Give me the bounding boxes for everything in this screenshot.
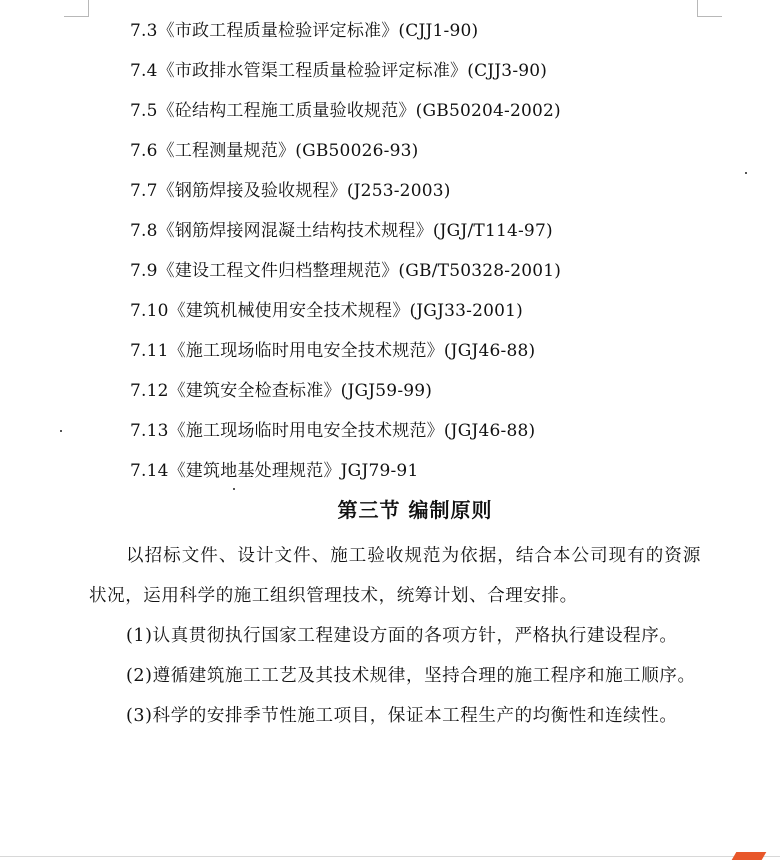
reference-item: 7.4《市政排水管渠工程质量检验评定标准》(CJJ3-90) bbox=[130, 61, 548, 81]
section-heading: 第三节 编制原则 bbox=[337, 498, 493, 522]
reference-item: 7.10《建筑机械使用安全技术规程》(JGJ33-2001) bbox=[130, 301, 523, 321]
reference-item: 7.3《市政工程质量检验评定标准》(CJJ1-90) bbox=[130, 21, 479, 41]
principle-paragraph: (2)遵循建筑施工工艺及其技术规律，坚持合理的施工程序和施工顺序。 bbox=[126, 666, 696, 686]
reference-item: 7.13《施工现场临时用电安全技术规范》(JGJ46-88) bbox=[130, 421, 536, 441]
reference-item: 7.5《砼结构工程施工质量验收规范》(GB50204-2002) bbox=[130, 101, 561, 121]
reference-item: 7.14《建筑地基处理规范》JGJ79-91 bbox=[130, 461, 419, 481]
page-corner-mark-left bbox=[64, 0, 89, 17]
scan-speck bbox=[60, 430, 62, 432]
intro-paragraph: 以招标文件、设计文件、施工验收规范为依据，结合本公司现有的资源状况，运用科学的施工组织管理技术，统筹计划、合理安排。 bbox=[89, 546, 701, 606]
scan-speck bbox=[233, 488, 235, 490]
reference-item: 7.6《工程测量规范》(GB50026-93) bbox=[130, 141, 419, 161]
principle-paragraph: (1)认真贯彻执行国家工程建设方面的各项方针，严格执行建设程序。 bbox=[126, 626, 678, 646]
reference-standards-list bbox=[130, 14, 561, 494]
page-bottom-edge bbox=[0, 856, 780, 857]
page-corner-mark-right bbox=[697, 0, 722, 17]
reference-item: 7.12《建筑安全检查标准》(JGJ59-99) bbox=[130, 381, 433, 401]
red-corner-mark bbox=[732, 852, 767, 860]
scan-speck bbox=[745, 172, 747, 174]
reference-item: 7.8《钢筋焊接网混凝土结构技术规程》(JGJ/T114-97) bbox=[130, 221, 553, 241]
reference-item: 7.7《钢筋焊接及验收规程》(J253-2003) bbox=[130, 181, 451, 201]
reference-item: 7.9《建设工程文件归档整理规范》(GB/T50328-2001) bbox=[130, 261, 562, 281]
reference-item: 7.11《施工现场临时用电安全技术规范》(JGJ46-88) bbox=[130, 341, 536, 361]
principles-body bbox=[89, 536, 701, 736]
principle-paragraph: (3)科学的安排季节性施工项目，保证本工程生产的均衡性和连续性。 bbox=[126, 706, 678, 726]
